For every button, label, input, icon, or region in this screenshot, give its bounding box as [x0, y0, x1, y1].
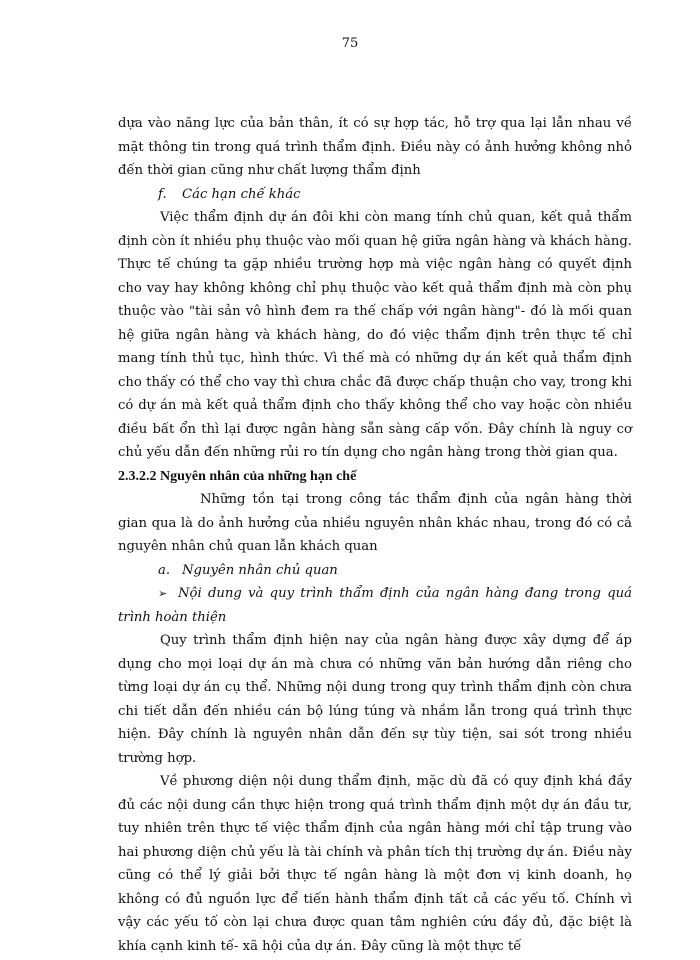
bullet-heading-text: Nội dung và quy trình thẩm định của ngân hàng đang trong quá trình hoàn thiện — [118, 586, 632, 625]
subheading-marker: f. — [158, 186, 167, 202]
arrow-bullet-icon: ➢ — [158, 587, 168, 600]
bullet-heading — [118, 582, 632, 629]
paragraph-continuation: dựa vào năng lực của bản thân, ít có sự hợp tác, hỗ trợ qua lại lẫn nhau về mặt thông tin trong quá trình thẩm định. Điều này có ảnh hưởng không nhỏ đến thời gian cũng như chất lượng thẩm định — [118, 116, 632, 178]
page-number: 75 — [341, 36, 359, 51]
subheading-marker: a. — [158, 562, 171, 578]
section-heading: 2.3.2.2 Nguyên nhân của những hạn chế — [118, 468, 357, 484]
paragraph-process: Quy trình thẩm định hiện nay của ngân hàng được xây dựng để áp dụng cho mọi loại dự án mà chưa có những văn bản hướng dẫn riêng cho từng loại dự án cụ thể. Những nội dung trong quy trình thẩm định còn chưa chi tiết dẫn đến nhiều cán bộ lúng túng và nhầm lẫn trong quá trình thực hiện. Đây chính là nguyên nhân dẫn đến sự tùy tiện, sai sót trong nhiều trường hợp. — [118, 633, 632, 766]
subheading-subjective-causes — [158, 559, 632, 583]
document-body — [118, 112, 632, 958]
paragraph-content-aspects: Về phương diện nội dung thẩm định, mặc dù đã có quy định khá đầy đủ các nội dung cần thực hiện trong quá trình thẩm định một dự án đầu tư, tuy nhiên trên thực tế việc thẩm định của ngân hàng mới chỉ tập trung vào hai phương diện chủ yếu là tài chính và phân tích thị trường dự án. Điều này cũng có thể lý giải bởi thực tế ngân hàng là một đơn vị kinh doanh, họ không có đủ nguồn lực để tiến hành thẩm định tất cả các yếu tố. Chính vì vậy các yếu tố còn lại chưa được quan tâm nghiên cứu đầy đủ, đặc biệt là khía cạnh kinh tế- xã hội của dự án. Đây cũng là một thực tế — [118, 774, 632, 954]
subheading-other-limitations — [158, 183, 632, 207]
subheading-text: Các hạn chế khác — [182, 186, 301, 202]
paragraph-subjectivity: Việc thẩm định dự án đôi khi còn mang tính chủ quan, kết quả thẩm định còn ít nhiều phụ thuộc vào mối quan hệ giữa ngân hàng và khách hàng. Thực tế chúng ta gặp nhiều trường hợp mà việc ngân hàng có quyết định cho vay hay không không chỉ phụ thuộc vào kết quả thẩm định mà còn phụ thuộc vào "tài sản vô hình đem ra thế chấp với ngân hàng"- đó là mối quan hệ giữa ngân hàng và khách hàng, do đó việc thẩm định trên thực tế chỉ mang tính thủ tục, hình thức. Vì thế mà có những dự án kết quả thẩm định cho thấy có thể cho vay thì chưa chắc đã được chấp thuận cho vay, trong khi có dự án mà kết quả thẩm định cho thấy không thể cho vay hoặc còn nhiều điều bất ổn thì lại được ngân hàng sẵn sàng cấp vốn. Đây chính là nguy cơ chủ yếu dẫn đến những rủi ro tín dụng cho ngân hàng trong thời gian qua. — [118, 210, 632, 460]
paragraph-causes-intro: Những tồn tại trong công tác thẩm định của ngân hàng thời gian qua là do ảnh hưởng của nhiều nguyên nhân khác nhau, trong đó có cả nguyên nhân chủ quan lẫn khách quan — [118, 492, 632, 554]
subheading-text: Nguyên nhân chủ quan — [182, 562, 338, 578]
